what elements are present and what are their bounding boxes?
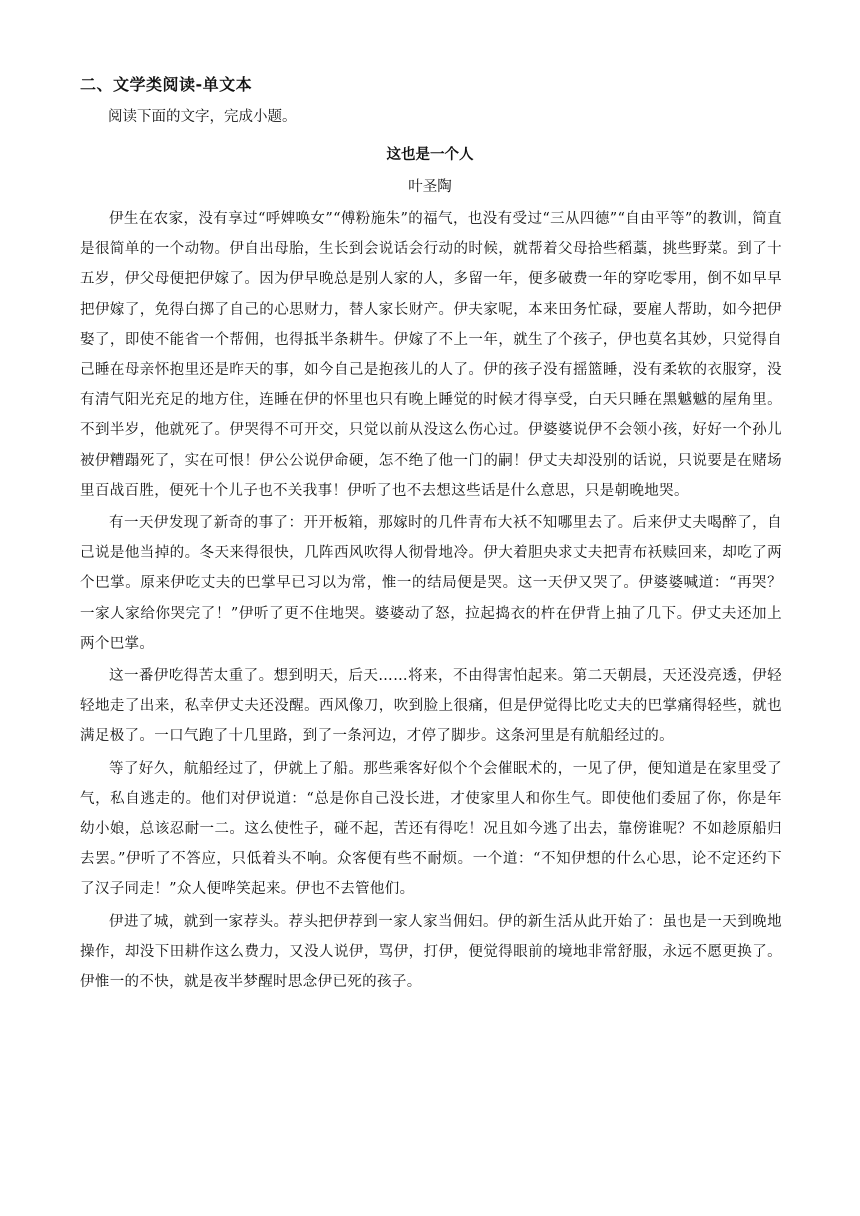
story-author: 叶圣陶: [408, 179, 452, 195]
paragraph: 有一天伊发现了新奇的事了：开开板箱，那嫁时的几件青布大袄不知哪里去了。后来伊丈夫喝醉了，自己说是他当掉的。冬天来得很快，几阵西风吹得人彻骨地冷。伊大着胆央求丈夫把青布袄赎回来，却吃了两个巴掌。原来伊吃丈夫的巴掌早已习以为常，惟一的结局便是哭。这一天伊又哭了。伊婆婆喊道：“再哭？一家人家给你哭完了！”伊听了更不住地哭。婆婆动了怒，拉起捣衣的杵在伊背上抽了几下。伊丈夫还加上两个巴掌。: [80, 515, 782, 652]
paragraph: 等了好久，航船经过了，伊就上了船。那些乘客好似个个会催眠术的，一见了伊，便知道是在家里受了气，私自逃走的。他们对伊说道：“总是你自己没长进，才使家里人和你生气。即使他们委屈了你，你是年幼小娘，总该忍耐一二。这么使性子，碰不起，苦还有得吃！况且如今逃了出去，靠傍谁呢？不如趁原船归去罢。”伊听了不答应，只低着头不响。众客便有些不耐烦。一个道：“不知伊想的什么心思，论不定还约下了汉子同走！”众人便哗笑起来。伊也不去管他们。: [80, 760, 782, 898]
paragraph: 这一番伊吃得苦太重了。想到明天，后天……将来，不由得害怕起来。第二天朝晨，天还没亮透，伊轻轻地走了出来，私幸伊丈夫还没醒。西风像刀，吹到脸上很痛，但是伊觉得比吃丈夫的巴掌痛得轻些，就也满足极了。一口气跑了十几里路，到了一条河边，才停了脚步。这条河里是有航船经过的。: [80, 668, 782, 745]
paragraph: 伊进了城，就到一家荐头。荐头把伊荐到一家人家当佣妇。伊的新生活从此开始了：虽也是一天到晚地操作，却没下田耕作这么费力，又没人说伊，骂伊，打伊，便觉得眼前的境地非常舒服，永远不愿更换了。伊惟一的不快，就是夜半梦醒时思念伊已死的孩子。: [80, 913, 782, 991]
story-title: 这也是一个人: [386, 147, 474, 163]
story-body: [80, 204, 782, 999]
section-title: 二、文学类阅读-单文本: [80, 75, 253, 94]
reading-instruction: 阅读下面的文字，完成小题。: [108, 109, 297, 125]
paragraph: 伊生在农家，没有享过“呼婢唤女”“傅粉施朱”的福气，也没有受过“三从四德”“自由平等”的教训，简直是很简单的一个动物。伊自出母胎，生长到会说话会行动的时候，就帮着父母拾些稻藁，挑些野菜。到了十五岁，伊父母便把伊嫁了。因为伊早晚总是别人家的人，多留一年，便多破费一年的穿吃零用，倒不如早早把伊嫁了，免得白掷了自己的心思财力，替人家长财产。伊夫家呢，本来田务忙碌，要雇人帮助，如今把伊娶了，即使不能省一个帮佣，也得抵半条耕牛。伊嫁了不上一年，就生了个孩子，伊也莫名其妙，只觉得自己睡在母亲怀抱里还是昨天的事，如今自己是抱孩儿的人了。伊的孩子没有摇篮睡，没有柔软的衣服穿，没有清气阳光充足的地方住，连睡在伊的怀里也只有晚上睡觉的时候才得享受，白天只睡在黑魆魆的屋角里。不到半岁，他就死了。伊哭得不可开交，只觉以前从没这么伤心过。伊婆婆说伊不会领小孩，好好一个孙儿被伊糟蹋死了，实在可恨！伊公公说伊命硬，怎不绝了他一门的嗣！伊丈夫却没别的话说，只说要是在赌场里百战百胜，便死十个儿子也不关我事！伊听了也不去想这些话是什么意思，只是朝晚地哭。: [80, 211, 782, 499]
